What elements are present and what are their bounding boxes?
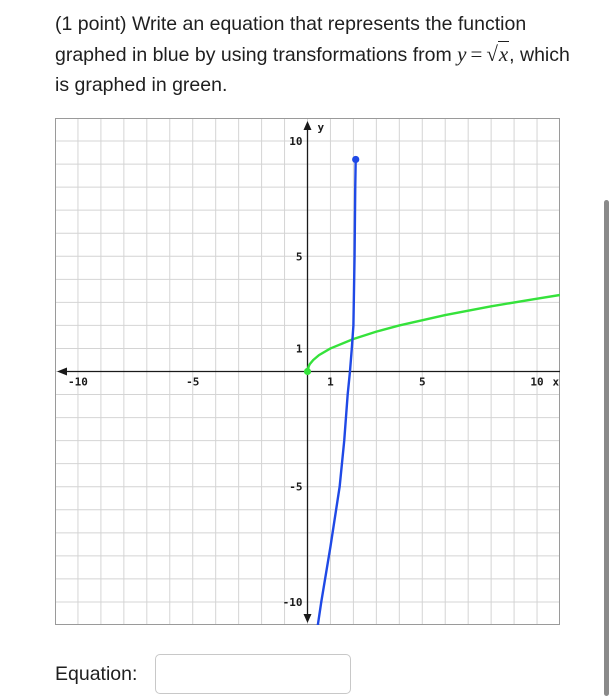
graph xyxy=(55,118,560,625)
blue-function-line xyxy=(318,159,356,625)
x-tick-label: 5 xyxy=(418,375,426,389)
y-tick-label: -5 xyxy=(289,480,303,494)
x-tick-label: 10 xyxy=(530,375,544,389)
y-tick-label: -10 xyxy=(282,595,303,609)
math-equals: = xyxy=(470,42,483,66)
base-function-formula xyxy=(457,41,509,66)
x-axis-arrow-left-icon xyxy=(57,368,67,376)
radical-sign: √ xyxy=(486,42,498,66)
question-prefix: (1 point) Write an equation that represents the function graphed in blue by using transformations from xyxy=(55,13,527,66)
question-text xyxy=(55,9,575,100)
y-tick-label: 10 xyxy=(289,135,303,149)
green-endpoint-dot xyxy=(304,368,311,375)
tick-labels xyxy=(68,121,560,609)
scrollbar[interactable] xyxy=(604,200,609,696)
math-y: y xyxy=(457,42,467,66)
x-tick-label: 1 xyxy=(327,375,334,389)
blue-endpoint-dot xyxy=(352,156,359,163)
x-tick-label: -5 xyxy=(186,375,200,389)
y-tick-label: 5 xyxy=(295,250,303,264)
y-axis-label: y xyxy=(317,121,325,134)
series xyxy=(304,156,560,625)
equation-label: Equation: xyxy=(55,663,138,685)
question-suffix: , which is graphed in green. xyxy=(55,44,570,96)
y-axis-arrow-down-icon xyxy=(304,614,312,623)
math-radicand: x xyxy=(498,42,509,66)
y-tick-label: 1 xyxy=(295,342,303,356)
x-tick-label: -10 xyxy=(68,375,88,389)
y-axis-arrow-up-icon xyxy=(304,121,312,130)
equation-input[interactable] xyxy=(155,654,351,694)
x-axis-label: x xyxy=(552,375,560,389)
graph-svg xyxy=(55,118,560,625)
green-function-line xyxy=(308,295,561,372)
